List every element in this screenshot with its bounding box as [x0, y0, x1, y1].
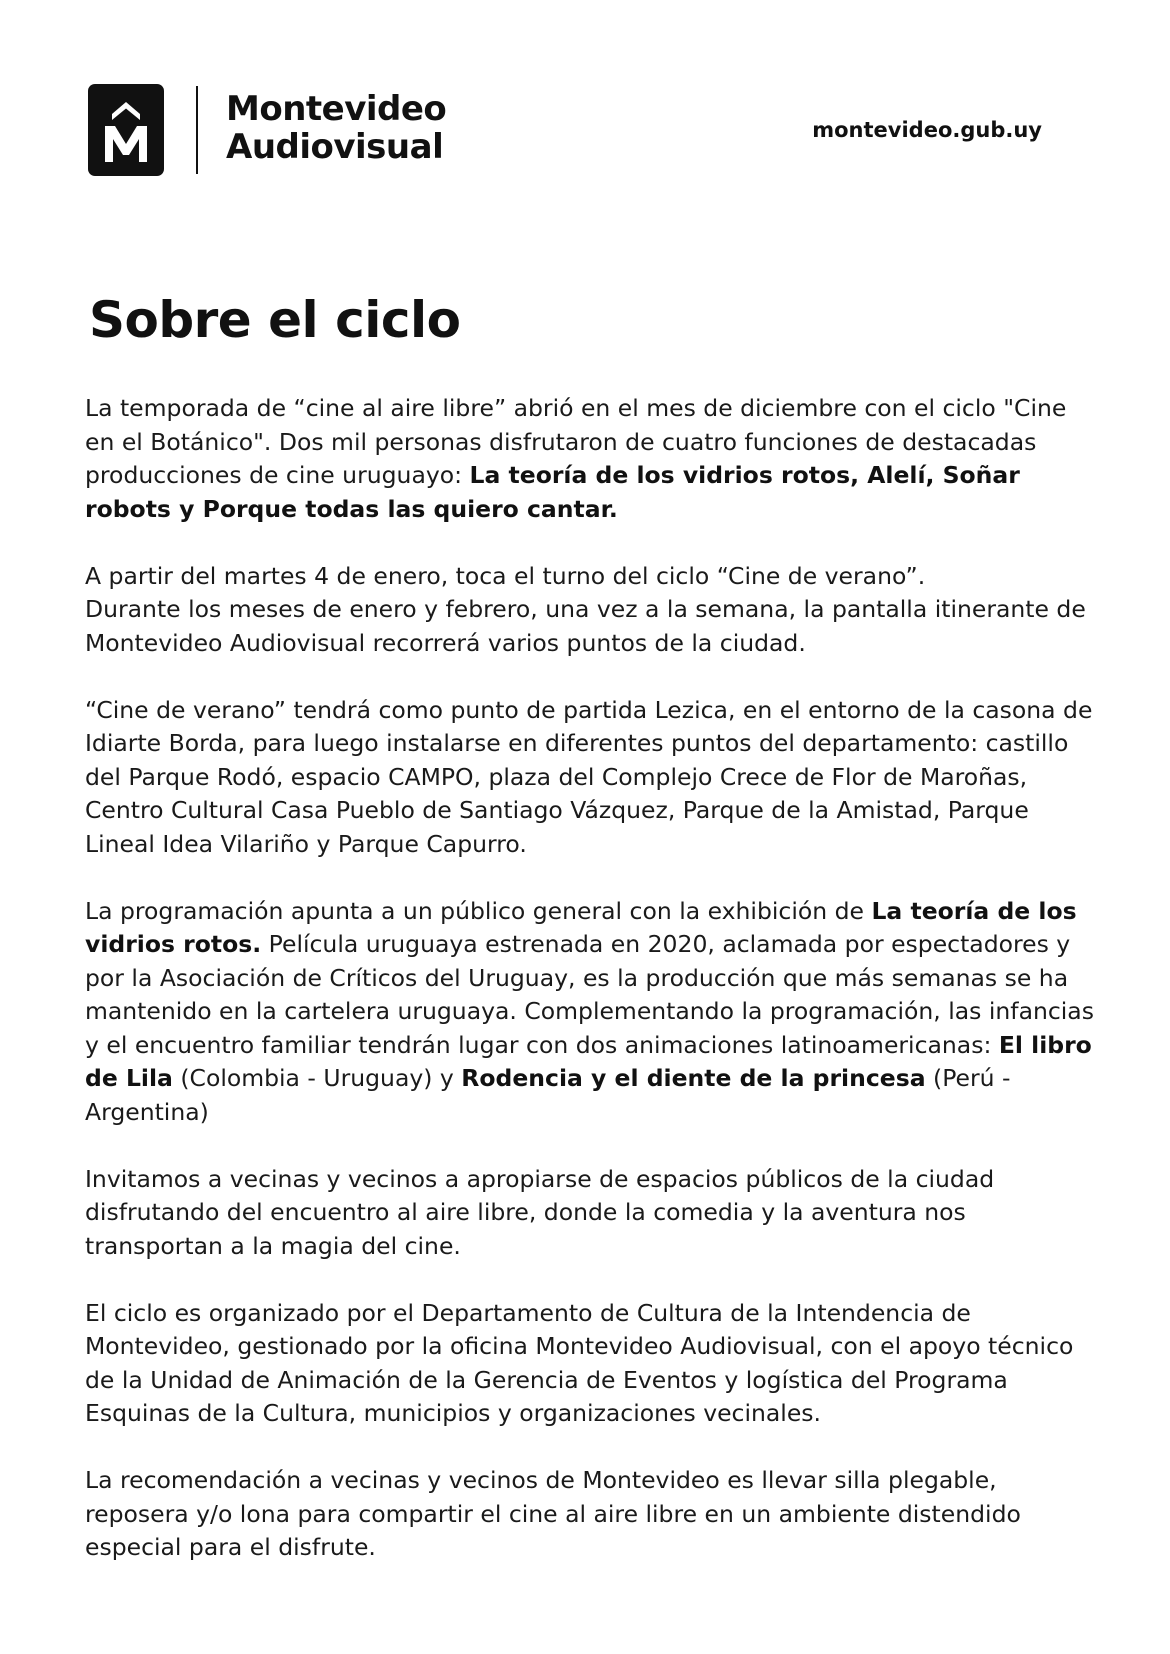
site-url: montevideo.gub.uy: [812, 118, 1042, 142]
paragraph-6: El ciclo es organizado por el Departamento de Cultura de la Intendencia de Montevideo, gestionado por la oficina Montevideo Audiovisual, con el apoyo técnico de la Unidad de Animación de la Gerencia de Eventos y logística del Programa Esquinas de la Cultura, municipios y organizaciones vecinales.: [85, 1298, 1074, 1427]
paragraph-4-text-4: (Perú - Argentina): [85, 1064, 1011, 1126]
paragraph-3: “Cine de verano” tendrá como punto de partida Lezica, en el entorno de la casona de Idiarte Borda, para luego instalarse en diferentes puntos del departamento: castillo del Parque Rodó, espacio CAMPO, plaza del Complejo Crece de Flor de Maroñas, Centro Cultural Casa Pueblo de Santiago Vázquez, Parque de la Amistad, Parque Lineal Idea Vilariño y Parque Capurro.: [85, 695, 1093, 858]
montevideo-logo-icon: [88, 84, 164, 176]
paragraph-1: [85, 392, 1095, 526]
paragraph-4-film-2: El libro de Lila: [85, 1030, 1092, 1092]
paragraph-4-text-1: La programación apunta a un público general con la exhibición de: [85, 896, 872, 925]
page-title: Sobre el ciclo: [89, 291, 461, 349]
paragraph-2-line-1: A partir del martes 4 de enero, toca el turno del ciclo “Cine de verano”.: [85, 561, 926, 590]
paragraph-1-films: La teoría de los vidrios rotos, Alelí, Soñar robots y Porque todas las quiero cantar.: [85, 461, 1020, 523]
paragraph-4-text-3: (Colombia - Uruguay) y: [172, 1064, 462, 1092]
logo-divider: [196, 86, 198, 174]
logo-line-2: Audiovisual: [226, 127, 444, 167]
header: [88, 84, 1048, 178]
paragraph-4-film-3: Rodencia y el diente de la princesa: [461, 1064, 926, 1092]
paragraph-1-text: La temporada de “cine al aire libre” abrió en el mes de diciembre con el ciclo "Cine en el Botánico". Dos mil personas disfrutaron de cuatro funciones de destacadas producciones de cine uruguayo:: [85, 394, 1067, 489]
paragraph-7: La recomendación a vecinas y vecinos de Montevideo es llevar silla plegable, reposera y/o lona para compartir el cine al aire libre en un ambiente distendido especial para el disfrute.: [85, 1466, 1021, 1561]
paragraph-4-film-1: La teoría de los vidrios rotos.: [85, 896, 1077, 958]
paragraph-2: [85, 560, 1095, 661]
paragraph-2-line-2: Durante los meses de enero y febrero, una vez a la semana, la pantalla itinerante de Montevideo Audiovisual recorrerá varios puntos de la ciudad.: [85, 595, 1086, 657]
paragraph-5: Invitamos a vecinas y vecinos a apropiarse de espacios públicos de la ciudad disfrutando del encuentro al aire libre, donde la comedia y la aventura nos transportan a la magia del cine.: [85, 1164, 995, 1260]
logo-wordmark: [226, 90, 446, 166]
logo-line-1: Montevideo: [226, 89, 447, 129]
article-body: [85, 392, 1095, 1598]
paragraph-4-text-2: Película uruguaya estrenada en 2020, aclamada por espectadores y por la Asociación de Críticos del Uruguay, es la producción que más semanas se ha mantenido en la cartelera uruguaya. Complementando la programación, las infancias y el encuentro familiar tendrán lugar con dos animaciones latinoamericanas:: [85, 930, 1094, 1059]
paragraph-4: [85, 895, 1095, 1130]
